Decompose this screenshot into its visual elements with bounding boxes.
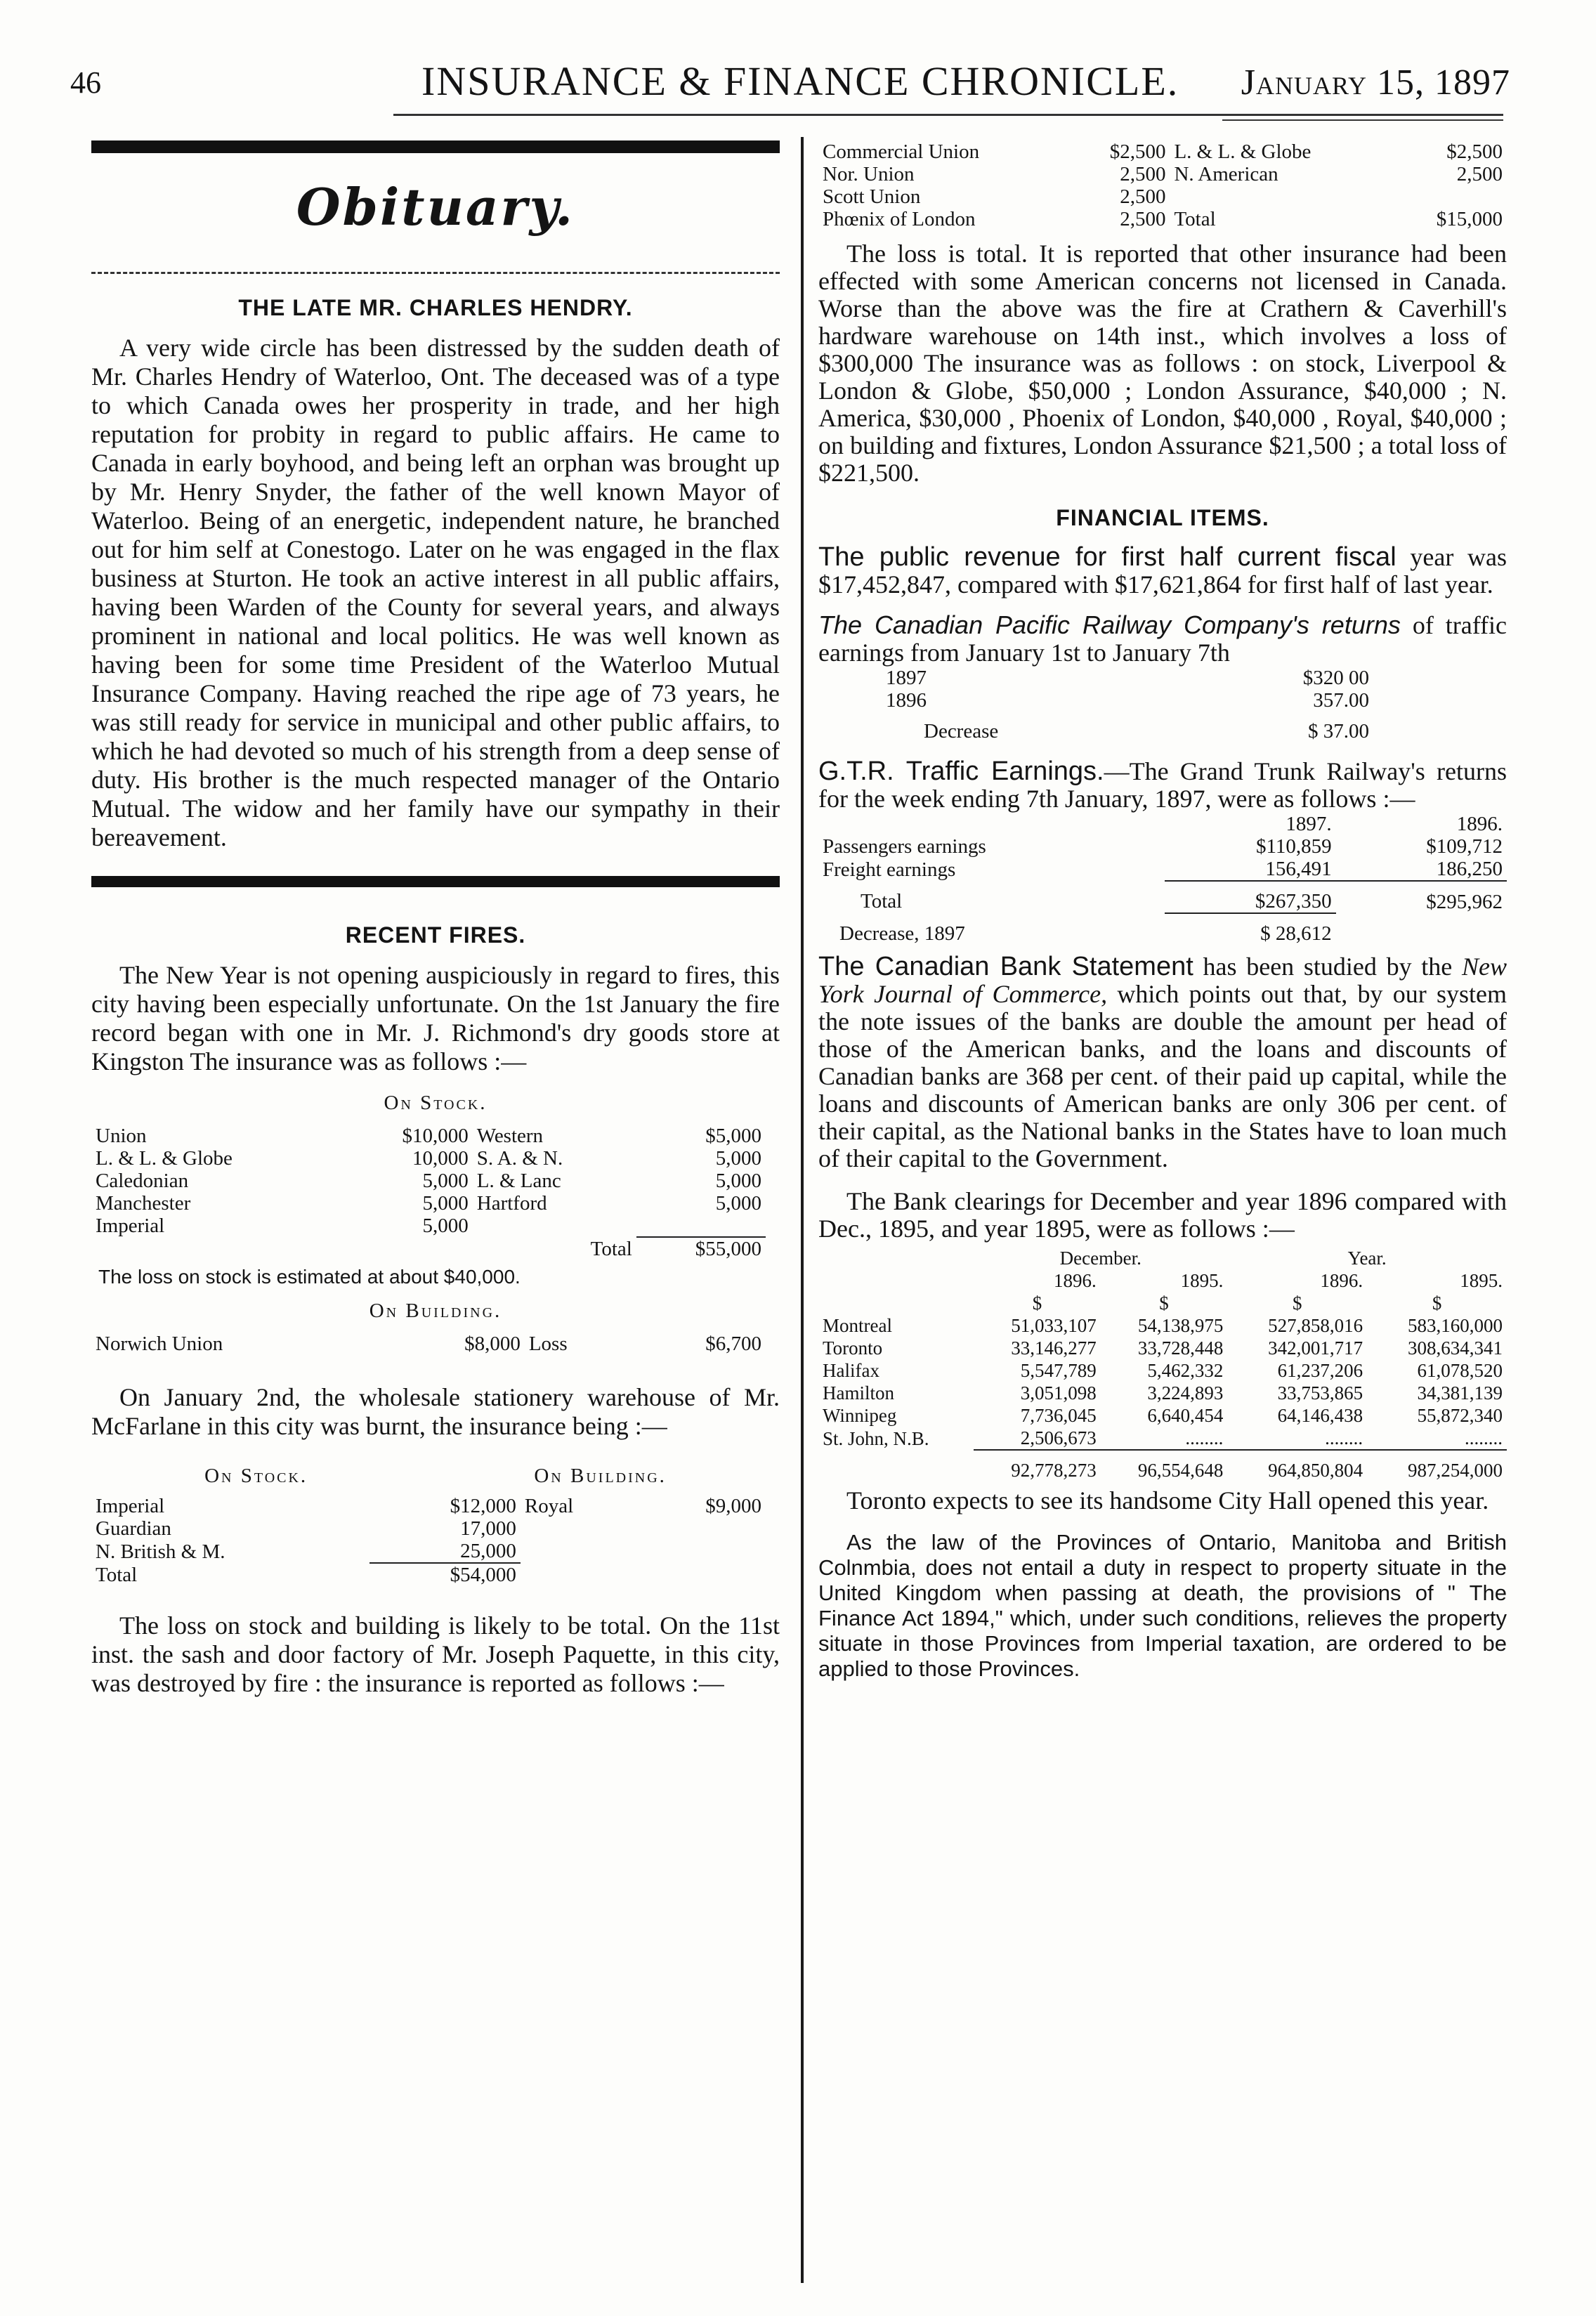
gtr-year: 1897.: [1286, 813, 1332, 835]
fires-closing: The loss on stock and building is likely to be total. On the 11st inst. the sash and door factory of Mr. Joseph Paquette, in this city, was destroyed by fire : the insurance is reported as follows :—: [91, 1611, 780, 1697]
insurer-name: Norwich Union: [96, 1333, 223, 1355]
gtr-value: $109,712: [1426, 835, 1503, 858]
table-row: [818, 1337, 1507, 1359]
table-row: [818, 1404, 1507, 1427]
gtr-total-label: Total: [861, 890, 903, 912]
gtr-decrease-label: Decrease, 1897: [839, 922, 965, 945]
bank-text-2: which points out that, by our system the note issues of the banks are double the amount per head of those of the American banks, and the loans and discounts of Canadian banks are 368 per cent. of their paid up capital, while the loans and discounts of American banks are only 306 per cent. of their capital, as the National banks in the States have to loan much of their capital to the Government.: [818, 980, 1507, 1172]
total-label: Total: [590, 1237, 632, 1260]
cpr-decrease: $ 37.00: [1308, 720, 1369, 742]
clearings-total: 987,254,000: [1367, 1450, 1507, 1481]
mcfarlane-text: On January 2nd, the wholesale stationery warehouse of Mr. McFarlane in this city was burnt, the insurance being :—: [91, 1383, 780, 1440]
paquette-table: [818, 140, 1507, 230]
gtr-lead: G.T.R. Traffic Earnings.: [818, 757, 1104, 786]
clearings-value: 6,640,454: [1147, 1405, 1224, 1426]
top-thick-rule: [91, 140, 780, 153]
revenue-text: year was $17,452,847, compared with $17,621,864 for first half of last year.: [818, 543, 1507, 598]
insurer-name: Union: [96, 1125, 147, 1147]
table-row: [91, 1495, 766, 1517]
table-row: [91, 1517, 766, 1540]
clearings-value: 33,753,865: [1277, 1382, 1363, 1404]
dashed-rule: [91, 272, 780, 274]
loss-label: Loss: [528, 1333, 568, 1355]
insurer-name: Western: [476, 1125, 544, 1147]
clearings-total: 92,778,273: [974, 1450, 1101, 1481]
clearings-year: 1896.: [1320, 1270, 1363, 1291]
gtr-value: 186,250: [1436, 858, 1503, 880]
insurer-name: Guardian: [96, 1517, 171, 1540]
insurer-amount: $15,000: [1436, 208, 1503, 230]
insurer-amount: 2,500: [1456, 163, 1503, 185]
clearings-value: 583,160,000: [1408, 1315, 1503, 1336]
cpr-table: [882, 667, 1373, 742]
table-row: [818, 881, 1507, 913]
clearings-group: Year.: [1347, 1248, 1387, 1269]
cpr-value: $320 00: [1302, 667, 1369, 689]
insurer-amount: $8,000: [464, 1333, 521, 1355]
clearings-text: The Bank clearings for December and year 1896 compared with Dec., 1895, and year 1895, were as follows :—: [818, 1187, 1507, 1243]
insurer-name: Caledonian: [96, 1170, 189, 1192]
clearings-city: Toronto: [823, 1337, 883, 1359]
insurer-name: [521, 1540, 636, 1563]
insurer-name: Imperial: [96, 1215, 165, 1237]
clearings-value: 3,224,893: [1147, 1382, 1224, 1404]
stock-total: $55,000: [636, 1237, 766, 1260]
insurer-amount: 10,000: [412, 1147, 469, 1170]
table-row: [818, 163, 1507, 185]
insurer-name: N. British & M.: [96, 1540, 225, 1563]
insurer-name: N. American: [1174, 163, 1278, 185]
insurer-amount: 2,500: [1120, 185, 1166, 208]
clearings-year: 1895.: [1460, 1270, 1503, 1291]
clearings-city: Hamilton: [823, 1382, 894, 1404]
clearings-value: 61,078,520: [1417, 1360, 1503, 1381]
insurer-name: Royal: [524, 1495, 574, 1517]
table-row: [882, 667, 1373, 689]
table-row: [91, 1192, 766, 1215]
stock-note: The loss on stock is estimated at about $40,000.: [98, 1266, 521, 1288]
clearings-city: St. John, N.B.: [823, 1427, 929, 1449]
paquette-text: The loss is total. It is reported that other insurance had been effected with some American concerns not licensed in Canada. Worse than the above was the fire at Crathern & Caverhill's hardware warehouse on 14th inst., which involves a loss of $300,000 The insurance was as follows : on stock, Liverpool & London & Globe, $50,000 ; London Assurance, $40,000 ; N. America, $30,000 , Phoenix of London, $40,000 , Royal, $40,000 ; on building and fixtures, London Assurance $21,500 ; a total loss of $221,500.: [818, 240, 1507, 487]
table-row: [91, 1170, 766, 1192]
unit-label: $: [1292, 1293, 1302, 1314]
clearings-city: Winnipeg: [823, 1405, 897, 1426]
clearings-value: 54,138,975: [1137, 1315, 1224, 1336]
header-rule-short: [1222, 119, 1503, 121]
table-row: [91, 1333, 766, 1355]
fires-intro: The New Year is not opening auspiciously in regard to fires, this city having been especially unfortunate. On the 1st January the fire record began with one in Mr. J. Richmond's dry goods store at Kingston The insurance was as follows :—: [91, 961, 780, 1075]
gtr-decrease: $ 28,612: [1165, 913, 1335, 945]
bank-text-1: has been studied by the: [1203, 953, 1453, 981]
insurer-amount: 17,000: [460, 1517, 516, 1540]
insurer-amount: [636, 1540, 766, 1563]
insurer-amount: 5,000: [422, 1170, 469, 1192]
table-row: [882, 712, 1373, 742]
insurer-name: Nor. Union: [823, 163, 915, 185]
header-rule: [393, 114, 1503, 116]
insurer-name: Scott Union: [823, 185, 921, 208]
table-row: [818, 1314, 1507, 1337]
publication-title: INSURANCE & FINANCE CHRONICLE.: [421, 58, 1179, 104]
building-label: On Building.: [369, 1300, 502, 1322]
bank-lead: The Canadian Bank Statement: [818, 952, 1193, 981]
insurer-amount: 5,000: [715, 1192, 761, 1215]
right-column: [818, 140, 1507, 1682]
left-column: [91, 140, 780, 1698]
clearings-value: 61,237,206: [1277, 1360, 1363, 1381]
clearings-table: [818, 1247, 1507, 1481]
mcf-building-label: On Building.: [534, 1465, 667, 1487]
clearings-value: 5,462,332: [1147, 1360, 1224, 1381]
toronto-text: Toronto expects to see its handsome City Hall opened this year.: [846, 1486, 1489, 1514]
issue-date: January 15, 1897: [1241, 63, 1510, 103]
table-row: [818, 1247, 1507, 1269]
gtr-year: 1896.: [1456, 813, 1503, 835]
insurer-amount: [636, 1517, 766, 1540]
table-row: [91, 1147, 766, 1170]
clearings-group: December.: [1059, 1248, 1142, 1269]
kingston-building-table: [91, 1333, 766, 1355]
unit-label: $: [1159, 1293, 1169, 1314]
insurer-name: L. & L. & Globe: [96, 1147, 233, 1170]
fires-heading: RECENT FIRES.: [345, 922, 526, 948]
gtr-row-label: Passengers earnings: [823, 835, 986, 858]
page-header: [70, 58, 1510, 107]
clearings-year: 1895.: [1180, 1270, 1224, 1291]
insurer-name: Imperial: [96, 1495, 165, 1517]
mcf-total: $54,000: [369, 1563, 520, 1586]
clearings-year: 1896.: [1054, 1270, 1097, 1291]
column-divider: [801, 137, 804, 2283]
table-row: [91, 1125, 766, 1147]
clearings-value: 34,381,139: [1417, 1382, 1503, 1404]
law-text: As the law of the Provinces of Ontario, Manitoba and British Colnmbia, does not entail a duty in respect to property situate in the United Kingdom when passing at death, the provisions of " The Finance Act 1894," which, under such conditions, relieves the property situate in those Provinces from Imperial taxation, are ordered to be applied to those Provinces.: [818, 1530, 1507, 1681]
obituary-heading: THE LATE MR. CHARLES HENDRY.: [238, 295, 633, 320]
insurer-amount: $2,500: [1446, 140, 1503, 163]
insurer-amount: 5,000: [422, 1192, 469, 1215]
table-row: [882, 689, 1373, 712]
obituary-body: A very wide circle has been distressed by the sudden death of Mr. Charles Hendry of Waterloo, Ont. The deceased was of a type to which Canada owes her prosperity in trade, and her high reputation for probity in regard to public affairs. He came to Canada in early boyhood, and being left an orphan was brought up by Mr. Henry Snyder, the father of the well known Mayor of Waterloo. Being of an energetic, independent nature, he branched out for him self at Conestogo. Later on he was engaged in the flax business at Sturton. He took an active interest in all public affairs, having been Warden of the County for several years, and always prominent in national and local politics. He was well known as having been for some time President of the Waterloo Mutual Insurance Company. Having reached the ripe age of 73 years, he was still ready for service in municipal and other public affairs, to which he had devoted so much of his strength from a deep sense of duty. His brother is the much respected manager of the Ontario Mutual. The widow and her family have our sympathy in their bereavement.: [91, 334, 780, 851]
kingston-stock-table: [91, 1125, 766, 1260]
cpr-year: 1896: [886, 689, 927, 712]
table-row: [91, 1215, 766, 1237]
clearings-value: 342,001,717: [1268, 1337, 1363, 1359]
clearings-value: 33,728,448: [1137, 1337, 1224, 1359]
gtr-table: [818, 813, 1507, 945]
stock-label: On Stock.: [384, 1092, 488, 1114]
insurer-amount: $5,000: [705, 1125, 761, 1147]
insurer-name: Total: [1174, 208, 1216, 230]
table-row: [818, 858, 1507, 881]
table-row: [91, 1563, 766, 1586]
table-row: [818, 140, 1507, 163]
revenue-lead: The public revenue for first half current fiscal: [818, 542, 1396, 572]
clearings-value: 51,033,107: [1011, 1315, 1097, 1336]
clearings-value: 33,146,277: [1011, 1337, 1097, 1359]
insurer-amount: $10,000: [402, 1125, 469, 1147]
insurer-amount: 2,500: [1120, 163, 1166, 185]
table-row: [818, 813, 1507, 835]
clearings-value: 308,634,341: [1408, 1337, 1503, 1359]
table-row: [818, 1292, 1507, 1314]
unit-label: $: [1432, 1293, 1442, 1314]
total-label: Total: [96, 1563, 138, 1586]
table-row: [818, 1269, 1507, 1292]
insurer-amount: [636, 1215, 766, 1237]
clearings-value: 64,146,438: [1277, 1405, 1363, 1426]
cpr-year: 1897: [886, 667, 927, 689]
section-thick-rule: [91, 876, 780, 887]
clearings-value: 2,506,673: [1020, 1427, 1097, 1448]
table-row: [818, 208, 1507, 230]
mcf-stock-label: On Stock.: [204, 1465, 308, 1487]
clearings-value: 527,858,016: [1268, 1315, 1363, 1336]
table-row: [818, 835, 1507, 858]
gtr-total-1897: $267,350: [1165, 881, 1335, 913]
table-row: [818, 1382, 1507, 1404]
cpr-decrease-label: Decrease: [924, 720, 999, 742]
table-row: [818, 1359, 1507, 1382]
insurer-name: L. & L. & Globe: [1174, 140, 1312, 163]
clearings-value: 55,872,340: [1417, 1405, 1503, 1426]
clearings-city: Halifax: [823, 1360, 879, 1381]
clearings-city: Montreal: [823, 1315, 892, 1336]
insurer-name: [521, 1517, 636, 1540]
insurer-amount: 5,000: [715, 1170, 761, 1192]
clearings-value: ........: [1465, 1427, 1503, 1448]
table-row: [818, 1427, 1507, 1450]
table-row: [91, 1540, 766, 1563]
insurer-amount: 2,500: [1120, 208, 1166, 230]
table-row: [818, 1450, 1507, 1481]
insurer-amount: $2,500: [1109, 140, 1166, 163]
insurer-amount: [1392, 185, 1507, 208]
clearings-value: ........: [1185, 1427, 1224, 1448]
mcfarlane-table: [91, 1495, 766, 1586]
insurer-amount: $9,000: [705, 1495, 761, 1517]
insurer-name: L. & Lanc: [476, 1170, 561, 1192]
gtr-value: $110,859: [1255, 835, 1332, 858]
insurer-amount: 5,000: [715, 1147, 761, 1170]
insurer-name: Commercial Union: [823, 140, 980, 163]
insurer-name: [1170, 185, 1392, 208]
insurer-name: Manchester: [96, 1192, 191, 1215]
gtr-total-1896: $295,962: [1336, 881, 1507, 913]
clearings-value: 7,736,045: [1020, 1405, 1097, 1426]
clearings-total: 96,554,648: [1101, 1450, 1228, 1481]
bank-journal: New York Journal of Commerce,: [818, 953, 1507, 1008]
table-row: [818, 913, 1507, 945]
clearings-value: 3,051,098: [1020, 1382, 1097, 1404]
insurer-name: [473, 1215, 636, 1237]
clearings-total: 964,850,804: [1227, 1450, 1367, 1481]
cpr-value: 357.00: [1313, 689, 1369, 712]
insurer-amount: 25,000: [460, 1540, 516, 1562]
loss-amount: $6,700: [705, 1333, 761, 1355]
page-number: 46: [70, 65, 101, 100]
cpr-lead: The Canadian Pacific Railway Company's returns: [818, 610, 1401, 639]
insurer-name: Hartford: [476, 1192, 547, 1215]
table-row: [818, 185, 1507, 208]
insurer-name: S. A. & N.: [476, 1147, 563, 1170]
gtr-row-label: Freight earnings: [823, 858, 956, 881]
financial-heading: FINANCIAL ITEMS.: [1056, 505, 1269, 530]
clearings-value: 5,547,789: [1020, 1360, 1097, 1381]
insurer-amount: $12,000: [450, 1495, 516, 1517]
insurer-name: Phœnix of London: [823, 208, 976, 230]
table-row: [91, 1237, 766, 1260]
unit-label: $: [1032, 1293, 1042, 1314]
gtr-text: —The Grand Trunk Railway's returns for the week ending 7th January, 1897, were as follows :—: [818, 757, 1507, 813]
gtr-value: 156,491: [1265, 858, 1332, 880]
clearings-value: ........: [1325, 1427, 1363, 1448]
cpr-text: of traffic earnings from January 1st to January 7th: [818, 611, 1507, 667]
insurer-amount: 5,000: [422, 1215, 469, 1237]
section-title-obituary: Obituary.: [296, 177, 575, 237]
